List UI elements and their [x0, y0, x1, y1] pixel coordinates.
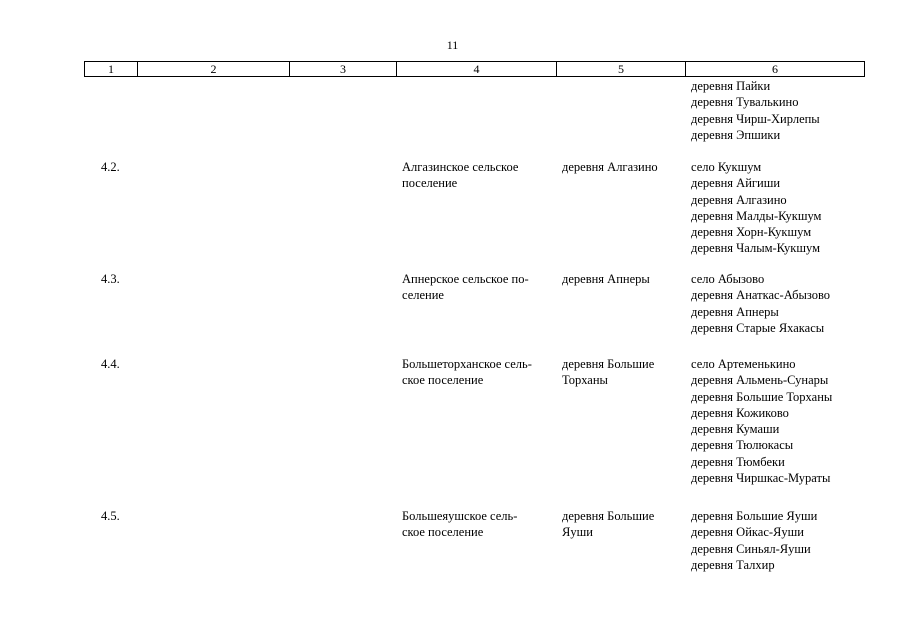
settlement-item: деревня Чиршкас-Мураты — [691, 471, 831, 486]
settlement-item: деревня Кумаши — [691, 422, 780, 437]
settlement-item: деревня Тувалькино — [691, 95, 799, 110]
administrative-center: деревня Большие Яуши — [562, 509, 655, 540]
settlement-item: деревня Чалым-Кукшум — [691, 241, 821, 256]
municipality-name: Большеторханское сель- ское поселение — [402, 357, 532, 388]
municipality-name: Алгазинское сельское поселение — [402, 160, 519, 191]
row-number: 4.2. — [101, 160, 120, 174]
settlement-item: деревня Апнеры — [691, 304, 779, 319]
header-row — [85, 62, 865, 77]
column-number-header — [84, 61, 865, 77]
administrative-center: деревня Алгазино — [562, 160, 658, 174]
settlement-item: деревня Алгазино — [691, 192, 787, 207]
header-col-4: 4 — [397, 62, 557, 77]
settlement-item: деревня Альмень-Сунары — [691, 373, 829, 388]
settlement-item: деревня Талхир — [691, 557, 775, 572]
settlement-list — [691, 271, 830, 336]
row-number: 4.3. — [101, 272, 120, 286]
settlement-item: деревня Большие Торханы — [691, 389, 833, 404]
continuation-settlement-list — [691, 78, 820, 143]
settlement-item: деревня Хорн-Кукшум — [691, 225, 812, 240]
header-col-6: 6 — [686, 62, 865, 77]
header-col-1: 1 — [85, 62, 138, 77]
settlement-list — [691, 508, 817, 573]
header-col-2: 2 — [138, 62, 290, 77]
settlement-item: деревня Тюмбеки — [691, 454, 785, 469]
settlement-item: деревня Чирш-Хирлепы — [691, 111, 820, 126]
settlement-list — [691, 159, 821, 257]
settlement-item: деревня Анаткас-Абызово — [691, 288, 831, 303]
row-number: 4.4. — [101, 357, 120, 371]
settlement-item: деревня Ойкас-Яуши — [691, 525, 804, 540]
settlement-item: деревня Кожиково — [691, 405, 789, 420]
settlement-item: деревня Тюлюкасы — [691, 438, 794, 453]
header-col-3: 3 — [290, 62, 397, 77]
municipality-name: Большеяушское сель- ское поселение — [402, 509, 518, 540]
municipality-name: Апнерское сельское по- селение — [402, 272, 529, 303]
settlement-item: село Артеменькино — [691, 357, 796, 371]
administrative-center: деревня Апнеры — [562, 272, 650, 286]
settlement-item: село Абызово — [691, 272, 765, 286]
page-number: 11 — [446, 38, 459, 52]
settlement-item: деревня Малды-Кукшум — [691, 208, 822, 223]
settlement-list — [691, 356, 832, 486]
settlement-item: деревня Большие Яуши — [691, 509, 818, 523]
row-number: 4.5. — [101, 509, 120, 523]
settlement-item: деревня Старые Яхакасы — [691, 320, 825, 335]
header-col-5: 5 — [557, 62, 686, 77]
settlement-item: деревня Эпшики — [691, 127, 781, 142]
administrative-center: деревня Большие Торханы — [562, 357, 655, 388]
settlement-item: село Кукшум — [691, 160, 762, 174]
settlement-item: деревня Айгиши — [691, 176, 781, 191]
settlement-item: деревня Синьял-Яуши — [691, 541, 811, 556]
settlement-item: деревня Пайки — [691, 79, 771, 93]
